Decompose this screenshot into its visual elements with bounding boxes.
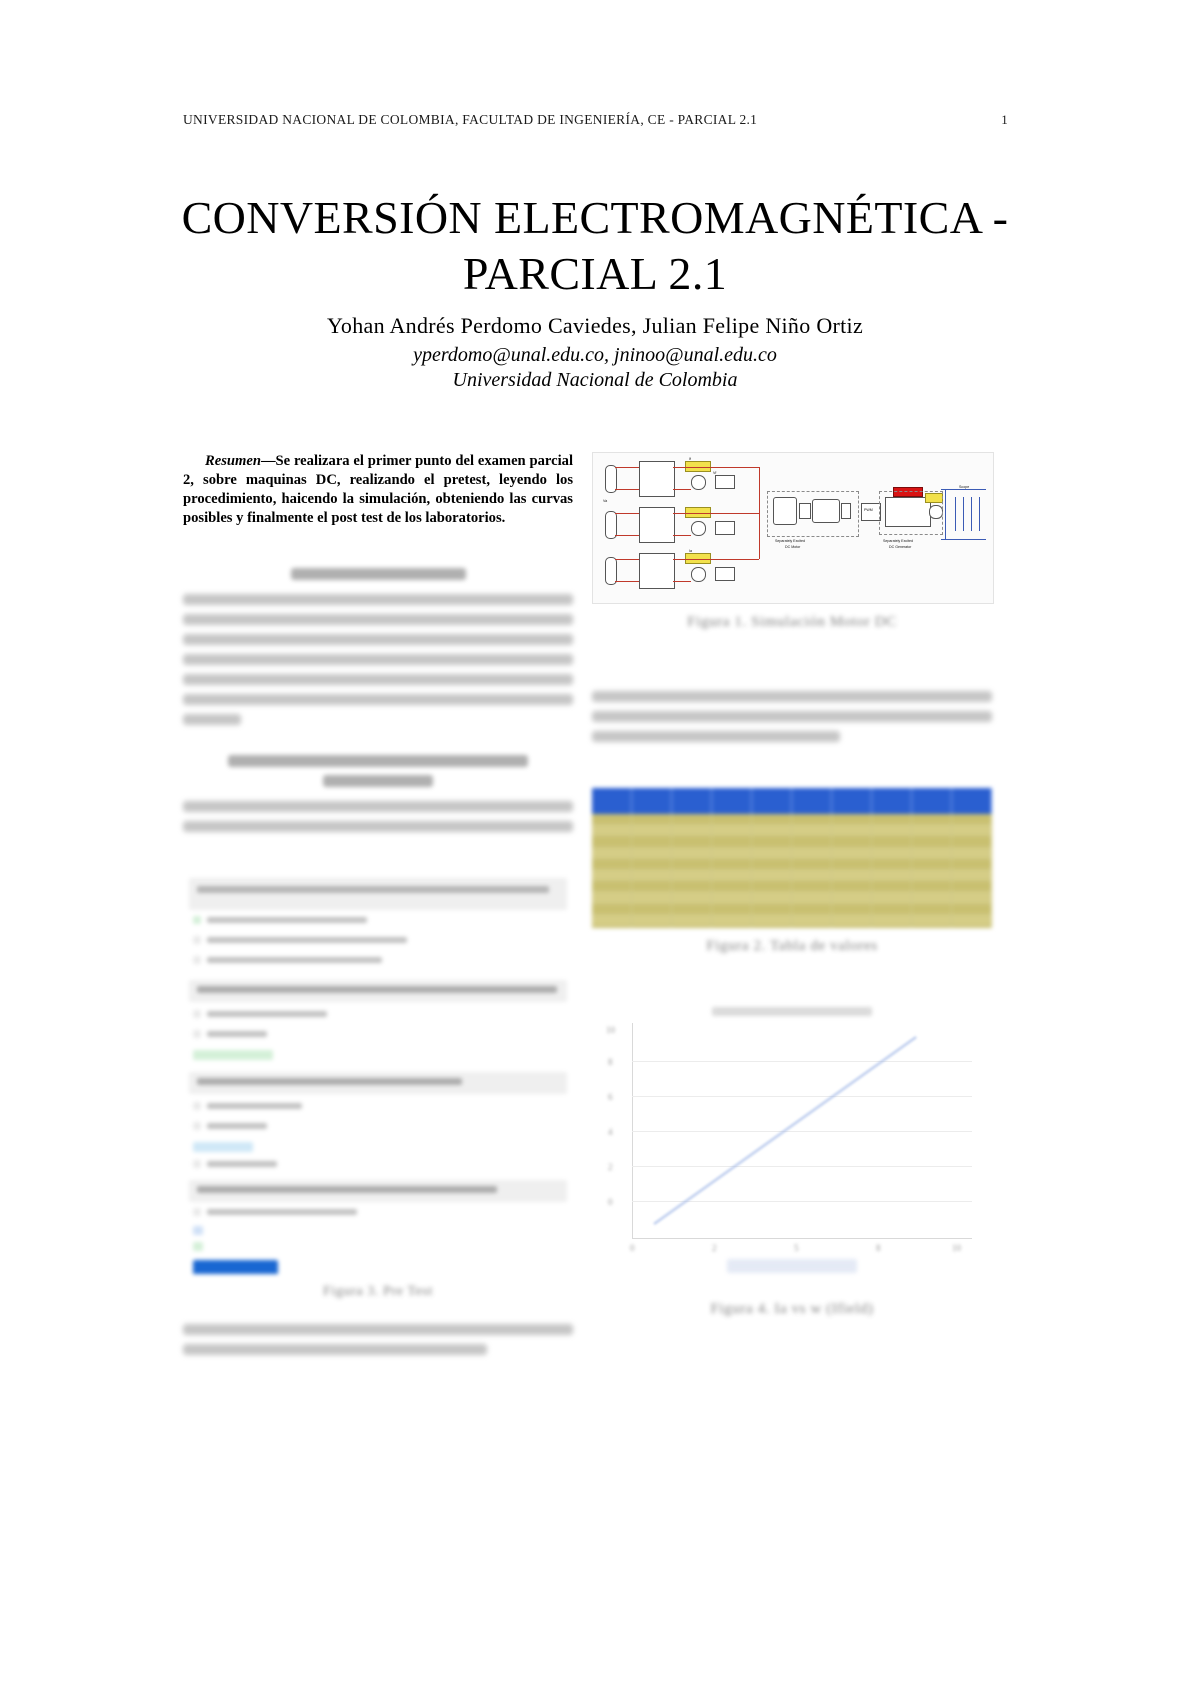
figure-pretest bbox=[183, 874, 573, 1300]
section-introduction bbox=[183, 568, 573, 725]
body-line bbox=[183, 714, 241, 725]
left-column bbox=[183, 452, 573, 1364]
figure-caption-plot: Figura 4. Ia vs w (Ifield) bbox=[710, 1301, 874, 1317]
author-emails: yperdomo@unal.edu.co, jninoo@unal.edu.co bbox=[413, 344, 777, 366]
body-line bbox=[183, 674, 573, 685]
abstract-lead: Resumen bbox=[205, 453, 261, 469]
abstract-text: Se realizara el primer punto del examen parcial 2, sobre maquinas DC, realizando el pretest, leyendo los procedimiento, haicendo la simulación, obteniendo las curvas posibles y finalmente el post test de los laboratorios. bbox=[183, 453, 573, 527]
figure-values-table bbox=[592, 788, 992, 955]
right-column-note bbox=[592, 691, 992, 742]
table-row bbox=[592, 848, 992, 859]
page-number: 1 bbox=[1001, 112, 1008, 127]
left-column-note bbox=[183, 1324, 573, 1355]
plot-legend bbox=[727, 1259, 857, 1273]
body-line bbox=[183, 694, 573, 705]
running-head bbox=[183, 112, 1008, 128]
table-row bbox=[592, 870, 992, 881]
body-line bbox=[183, 801, 573, 812]
figure-caption-pretest: Figura 3. Pre Test bbox=[323, 1284, 433, 1300]
circuit-label-motor-2: DC Motor bbox=[785, 545, 801, 549]
circuit-diagram bbox=[592, 452, 994, 604]
figure-caption-table: Figura 2. Tabla de valores bbox=[706, 938, 878, 954]
table-row bbox=[592, 836, 992, 847]
body-line bbox=[183, 634, 573, 645]
page-title: CONVERSIÓN ELECTROMAGNÉTICA - PARCIAL 2.1 bbox=[181, 192, 1009, 300]
table-row bbox=[592, 904, 992, 915]
body-line bbox=[183, 1344, 487, 1355]
pretest-screenshot bbox=[183, 874, 573, 1274]
body-line bbox=[592, 731, 840, 742]
section-dc-motor bbox=[183, 755, 573, 832]
circuit-label-if: If bbox=[689, 457, 691, 461]
figure-circuit bbox=[592, 452, 992, 631]
table-row bbox=[592, 915, 992, 926]
circuit-label-motor: Separately Excited bbox=[775, 539, 805, 543]
right-column bbox=[592, 452, 992, 1318]
body-line bbox=[183, 1324, 573, 1335]
table-row bbox=[592, 926, 992, 928]
abstract bbox=[183, 452, 573, 528]
circuit-label-vf: Vf bbox=[713, 471, 717, 475]
figure-caption-circuit: Figura 1. Simulación Motor DC bbox=[687, 614, 897, 630]
section-heading-dc-motor-2 bbox=[323, 775, 433, 787]
circuit-label-ia: Ia bbox=[689, 549, 692, 553]
body-line bbox=[183, 654, 573, 665]
running-head-text: UNIVERSIDAD NACIONAL DE COLOMBIA, FACULTAD DE INGENIERÍA, CE - PARCIAL 2.1 bbox=[183, 112, 758, 127]
abstract-dash: — bbox=[260, 453, 276, 469]
table-row bbox=[592, 892, 992, 903]
section-heading-introduction bbox=[291, 568, 466, 580]
section-heading-dc-motor bbox=[228, 755, 528, 767]
table-row bbox=[592, 881, 992, 892]
circuit-label-pwm: PWM bbox=[864, 508, 873, 512]
table-row bbox=[592, 825, 992, 836]
body-line bbox=[183, 594, 573, 605]
affiliation: Universidad Nacional de Colombia bbox=[452, 369, 738, 391]
plot-title bbox=[712, 1007, 872, 1016]
plot-x-axis bbox=[632, 1238, 972, 1239]
ia-vs-w-plot: 10 8 6 4 2 0 0 2 5 8 10 bbox=[592, 1001, 992, 1291]
table-row bbox=[592, 859, 992, 870]
table-header-row bbox=[592, 788, 992, 814]
circuit-label-generator-2: DC Generator bbox=[889, 545, 912, 549]
circuit-label-generator: Separately Excited bbox=[883, 539, 913, 543]
body-line bbox=[183, 821, 573, 832]
table-row bbox=[592, 814, 992, 825]
author-list: Yohan Andrés Perdomo Caviedes, Julian Felipe Niño Ortiz bbox=[326, 313, 864, 338]
circuit-label-scope: Scope bbox=[959, 485, 970, 489]
body-line bbox=[183, 614, 573, 625]
body-line bbox=[592, 691, 992, 702]
figure-plot bbox=[592, 1001, 992, 1318]
circuit-label-va: Va bbox=[603, 499, 608, 503]
body-line bbox=[592, 711, 992, 722]
values-table bbox=[592, 788, 992, 928]
